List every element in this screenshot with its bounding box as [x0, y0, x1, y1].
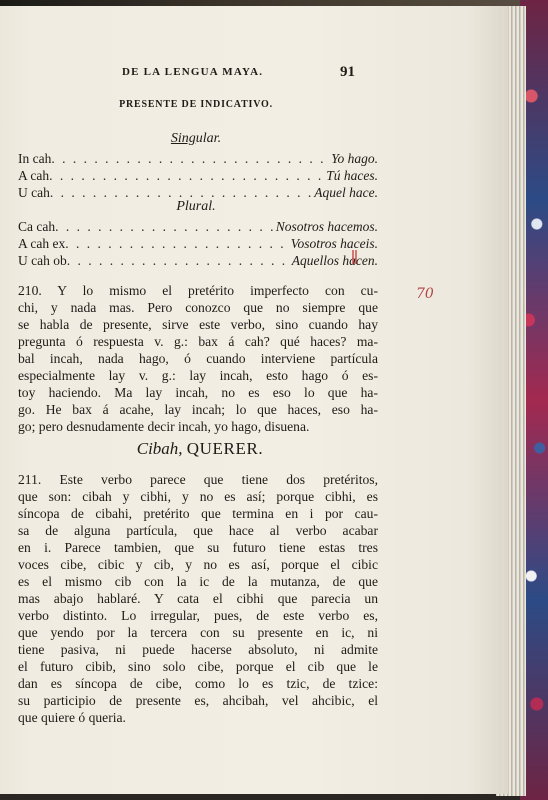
text-line: chi, y nada mas. Pero conozco que no siempre que — [18, 300, 378, 315]
text-line: go. He bax á acahe, lay incah; lo que haces, eso ha- — [18, 402, 378, 417]
maya-form: A cah ex — [18, 236, 66, 251]
red-pencil-mark — [350, 249, 360, 265]
text-line: dan es síncopa de cibe, como lo es tzic, de tzice: — [18, 676, 378, 691]
running-head: DE LA LENGUA MAYA. — [122, 66, 264, 78]
text-line: su participio de presente es, ahcibah, vel ahcibic, el — [18, 693, 378, 708]
leader-dots — [49, 167, 326, 184]
text-line: verbo distinto. Lo irregular, pues, de este verbo es, — [18, 608, 378, 623]
paradigm-row — [18, 235, 378, 252]
paragraph-211 — [18, 471, 378, 726]
spanish-gloss: Tú haces. — [326, 168, 378, 183]
paradigm-row — [18, 167, 378, 184]
singular-label-underlined: Sing — [170, 131, 196, 146]
spanish-gloss: Vosotros haceis. — [290, 236, 378, 251]
paradigm-row — [18, 218, 378, 235]
text-line: 210. Y lo mismo el pretérito imperfecto con cu- — [18, 283, 378, 298]
leader-dots — [65, 235, 291, 252]
singular-paradigm — [18, 150, 378, 201]
paradigm-row — [18, 150, 378, 167]
spanish-gloss: Yo hago. — [331, 151, 378, 166]
maya-form: Ca cah — [18, 219, 56, 234]
paradigm-row — [18, 252, 378, 269]
text-line: pregunta ó respuesta v. g.: bax á cah? qué haces? ma- — [18, 334, 378, 349]
spanish-gloss: Nosotros hacemos. — [275, 219, 378, 234]
maya-form: U cah ob — [18, 253, 67, 268]
section-title: PRESENTE DE INDICATIVO. — [119, 99, 273, 110]
text-line: que quiere ó queria. — [18, 710, 126, 725]
leader-dots — [51, 150, 331, 167]
text-line: voces cibe, cibic y cib, y no es así, porque el cibic — [18, 557, 378, 572]
text-line: especialmente lay v. g.: lay incah, esto hago ó es- — [18, 368, 378, 383]
verb-heading-spanish: QUERER. — [186, 439, 264, 458]
maya-form: A cah — [18, 168, 50, 183]
text-line: tiene pasiva, ni puede hacerse absoluto, ni admite — [18, 642, 378, 657]
maya-form: U cah — [18, 185, 50, 200]
plural-label: Plural. — [176, 199, 216, 214]
singular-label — [0, 131, 392, 147]
text-line: bal incah, nada hago, ó cuando interviene partícula — [18, 351, 378, 366]
plural-paradigm — [18, 218, 378, 269]
text-line: mas abajo hablaré. Y cata el cibhi que parecia un — [18, 591, 378, 606]
verb-heading — [0, 439, 400, 459]
text-line: es el mismo cib con la ic de la mutanza, de que — [18, 574, 378, 589]
text-line: que son: cibah y cibhi, y no es así; porque cibhi, es — [18, 489, 378, 504]
text-line: en i. Parece tambien, que su futuro tiene estas tres — [18, 540, 378, 555]
spanish-gloss: Aquel hace. — [314, 185, 378, 200]
maya-form: In cah — [18, 151, 52, 166]
singular-label-rest: ular. — [195, 131, 222, 146]
leader-dots — [67, 252, 292, 269]
paragraph-210 — [18, 282, 378, 435]
text-line: 211. Este verbo parece que tiene dos pretéritos, — [18, 472, 378, 487]
margin-annotation: 70 — [416, 286, 434, 302]
book-page — [0, 6, 508, 794]
text-line: síncopa de cibahi, pretérito que termina en i por cau- — [18, 506, 378, 521]
leader-dots — [55, 218, 276, 235]
text-line: go; pero desnudamente decir incah, yo hago, disuena. — [18, 419, 310, 434]
text-line: toy haciendo. Ma lay incah, no es eso lo que ha- — [18, 385, 378, 400]
text-line: el futuro cibib, sino solo cibe, porque el cib que le — [18, 659, 378, 674]
text-line: que yendo por la tercera con su presente en ic, ni — [18, 625, 378, 640]
verb-heading-maya: Cibah, — [136, 439, 183, 458]
page-number: 91 — [340, 64, 355, 80]
text-line: se habla de presente, sirve este verbo, sino cuando hay — [18, 317, 378, 332]
spanish-gloss: Aquellos hacen. — [291, 253, 378, 268]
text-line: sa de alguna partícula, que hace al verbo acabar — [18, 523, 378, 538]
